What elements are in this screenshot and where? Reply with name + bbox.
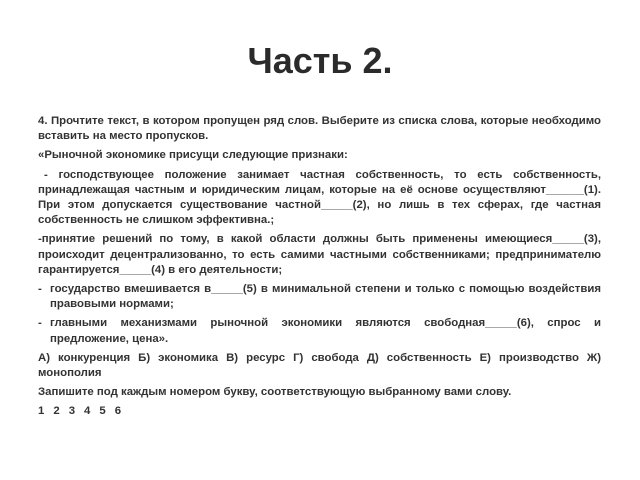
paragraph-private-property: - господствующее положение занимает частная собственность, то есть собственность, принадлежащая частным и юридическим лицам, которые на её основе осуществляют______(1). При этом допускается существование частной_____(2), но лишь в тех сферах, где частная собственность не слишком эффективна.; (38, 168, 601, 227)
quote-intro: «Рыночной экономике присущи следующие признаки: (38, 149, 348, 162)
paragraph-decisions: -принятие решений по тому, в какой области должны быть применены имеющиеся_____(3), происходит децентрализованно, то есть самими частными собственниками; предпринимателю гарантируется_____(4) в его деятельности; (38, 233, 601, 276)
bullet-text-mechanisms: главными механизмами рыночной экономики являются свободная_____(6), спрос и предложение, цена». (50, 317, 601, 345)
answer-number: 4 (84, 405, 91, 418)
answer-number: 6 (114, 405, 122, 418)
slide-body (38, 114, 601, 420)
task-text: 4. Прочтите текст, в котором пропущен ряд слов. Выберите из списка слова, которые необходимо вставить на место пропусков. (38, 115, 601, 143)
instruction-text: Запишите под каждым номером букву, соответствующую выбранному вами слову. (38, 386, 512, 399)
bullet-item-mechanisms (38, 316, 601, 346)
slide-title: Часть 2. (247, 40, 393, 81)
answer-numbers (38, 404, 601, 419)
answer-options: А) конкуренция Б) экономика В) ресурс Г) свобода Д) собственность Е) производство Ж) монополия (38, 351, 601, 380)
answer-number: 3 (68, 405, 76, 418)
bullet-item-state (38, 282, 601, 312)
answer-number: 2 (53, 405, 60, 418)
bullet-mark: - (38, 317, 42, 330)
bullet-text-state: государство вмешивается в_____(5) в минимальной степени и только с помощью воздействия правовыми нормами; (50, 283, 601, 311)
answer-number: 5 (99, 405, 106, 418)
bullet-mark: - (38, 283, 42, 296)
answer-number: 1 (38, 405, 45, 418)
